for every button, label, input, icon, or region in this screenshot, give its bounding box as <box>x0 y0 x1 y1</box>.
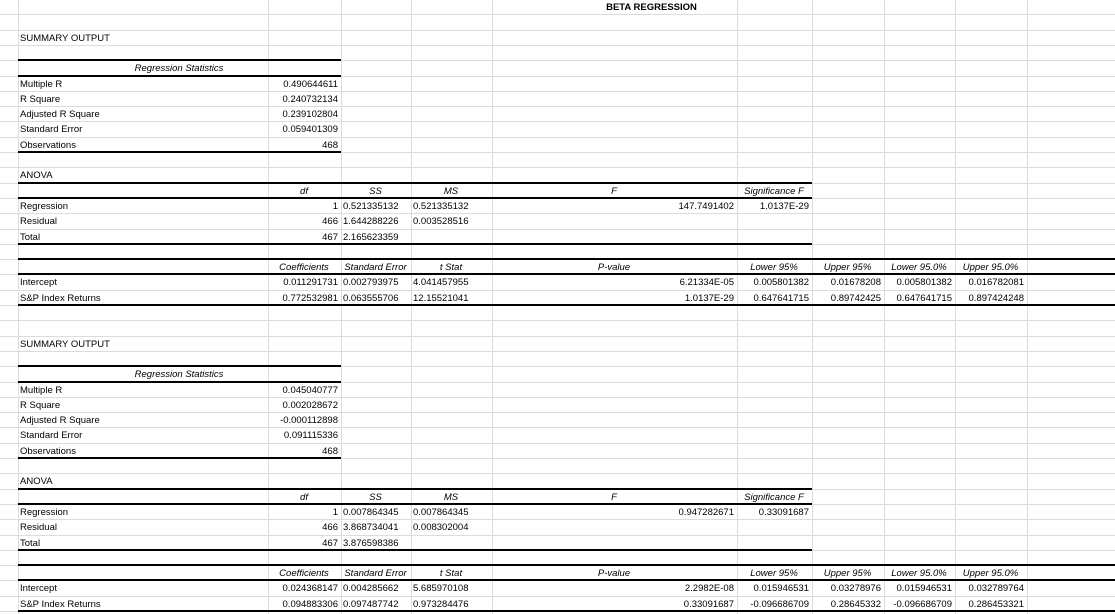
anova-value[interactable]: 0.521335132 <box>343 201 399 212</box>
anova-label[interactable]: ANOVA <box>20 476 53 487</box>
stat-value[interactable]: 0.002028672 <box>282 400 338 411</box>
stat-value[interactable]: 0.091115336 <box>283 430 338 441</box>
anova-header[interactable]: df <box>300 186 308 197</box>
anova-value[interactable]: 0.33091687 <box>758 507 809 518</box>
anova-header[interactable]: MS <box>443 492 459 503</box>
grid-column-line <box>341 0 342 614</box>
coef-header[interactable]: t Stat <box>439 568 463 579</box>
summary-output-label[interactable]: SUMMARY OUTPUT <box>20 33 110 44</box>
coef-value[interactable]: 0.063555706 <box>343 293 399 304</box>
coef-value[interactable]: 2.2982E-08 <box>684 583 734 594</box>
stat-label[interactable]: R Square <box>20 94 61 105</box>
grid-column-line <box>737 0 738 614</box>
anova-value[interactable]: 0.007864345 <box>343 507 399 518</box>
anova-value[interactable]: 147.7491402 <box>678 201 734 212</box>
coef-value[interactable]: -0.096686709 <box>893 599 952 610</box>
anova-value[interactable]: 2.165623359 <box>343 232 399 243</box>
coef-value[interactable]: 0.28645332 <box>830 599 881 610</box>
coef-header[interactable]: Lower 95% <box>750 262 798 273</box>
anova-header[interactable]: Significance F <box>744 186 804 197</box>
grid-column-line <box>18 0 19 614</box>
coef-value[interactable]: 0.032789764 <box>968 583 1024 594</box>
anova-row-label[interactable]: Residual <box>20 216 57 227</box>
coef-value[interactable]: -0.096686709 <box>750 599 809 610</box>
stat-value[interactable]: 0.045040777 <box>282 385 338 396</box>
coef-header[interactable]: Standard Error <box>344 262 407 273</box>
coef-value[interactable]: 0.005801382 <box>896 277 952 288</box>
anova-value[interactable]: 3.876598386 <box>343 538 399 549</box>
coef-bottom-border <box>18 610 1115 612</box>
anova-value[interactable]: 1 <box>332 201 338 212</box>
stats-bottom-border <box>18 151 341 153</box>
grid-column-line <box>492 0 493 614</box>
grid-column-line <box>812 0 813 614</box>
anova-value[interactable]: 1 <box>332 507 338 518</box>
stat-value[interactable]: 468 <box>322 446 338 457</box>
anova-bottom-border <box>18 243 812 245</box>
stat-value[interactable]: -0.000112898 <box>280 415 338 426</box>
coef-header[interactable]: P-value <box>597 568 631 579</box>
coef-value[interactable]: 0.89742425 <box>830 293 881 304</box>
stat-label[interactable]: Observations <box>20 446 76 457</box>
stat-label[interactable]: Standard Error <box>20 124 83 135</box>
coef-header[interactable]: Upper 95% <box>823 568 872 579</box>
anova-row-label[interactable]: Regression <box>20 201 69 212</box>
coef-value[interactable]: 0.973284476 <box>413 599 469 610</box>
coef-header[interactable]: Lower 95.0% <box>891 568 947 579</box>
coef-value[interactable]: 6.21334E-05 <box>679 277 734 288</box>
grid-column-line <box>955 0 956 614</box>
anova-value[interactable]: 466 <box>322 522 338 533</box>
grid-column-line <box>268 0 269 614</box>
coef-value[interactable]: 0.002793975 <box>343 277 399 288</box>
anova-value[interactable]: 467 <box>322 232 338 243</box>
coef-value[interactable]: 0.004285662 <box>343 583 399 594</box>
coef-value[interactable]: 0.015946531 <box>896 583 952 594</box>
summary-output-label[interactable]: SUMMARY OUTPUT <box>20 339 110 350</box>
coef-row-label[interactable]: Intercept <box>20 277 57 288</box>
coef-row-label[interactable]: S&P Index Returns <box>20 599 101 610</box>
anova-value[interactable]: 467 <box>322 538 338 549</box>
grid-column-line <box>884 0 885 614</box>
stats-bottom-border <box>18 457 341 459</box>
anova-row-label[interactable]: Total <box>20 538 41 549</box>
coef-value[interactable]: 4.041457955 <box>413 277 469 288</box>
anova-value[interactable]: 1.644288226 <box>343 216 399 227</box>
anova-header[interactable]: df <box>300 492 308 503</box>
anova-header[interactable]: MS <box>443 186 459 197</box>
stat-value[interactable]: 0.239102804 <box>282 109 338 120</box>
coef-value[interactable]: 0.33091687 <box>683 599 734 610</box>
stat-label[interactable]: Multiple R <box>20 385 63 396</box>
coef-header[interactable]: Lower 95.0% <box>891 262 947 273</box>
coef-value[interactable]: 0.01678208 <box>830 277 881 288</box>
coef-value[interactable]: 0.005801382 <box>753 277 809 288</box>
coef-header[interactable]: P-value <box>597 262 631 273</box>
anova-bottom-border <box>18 549 812 551</box>
coef-value[interactable]: 0.03278976 <box>830 583 881 594</box>
coef-value[interactable]: 0.286453321 <box>968 599 1024 610</box>
stat-value[interactable]: 468 <box>322 140 338 151</box>
anova-label[interactable]: ANOVA <box>20 170 53 181</box>
coef-bottom-border <box>18 304 1115 306</box>
anova-header[interactable]: SS <box>369 492 382 503</box>
anova-value[interactable]: 0.008302004 <box>413 522 469 533</box>
coef-value[interactable]: 0.647641715 <box>753 293 809 304</box>
anova-value[interactable] <box>739 214 809 229</box>
coef-value[interactable]: 0.647641715 <box>896 293 952 304</box>
coef-header[interactable]: Lower 95% <box>750 568 798 579</box>
coef-value[interactable]: 0.015946531 <box>753 583 809 594</box>
anova-header[interactable]: F <box>611 492 617 503</box>
coef-header[interactable]: t Stat <box>439 262 463 273</box>
stat-value[interactable]: 0.240732134 <box>282 94 338 105</box>
anova-value[interactable] <box>494 214 734 229</box>
anova-header[interactable]: F <box>611 186 617 197</box>
coef-value[interactable]: 0.097487742 <box>343 599 399 610</box>
coef-value[interactable]: 0.024368147 <box>282 583 338 594</box>
anova-value[interactable]: 3.868734041 <box>343 522 399 533</box>
anova-value[interactable] <box>494 520 734 535</box>
anova-value[interactable]: 0.947282671 <box>678 507 734 518</box>
coef-row-label[interactable]: S&P Index Returns <box>20 293 101 304</box>
sheet-title[interactable]: BETA REGRESSION <box>606 2 697 13</box>
stat-label[interactable]: Adjusted R Square <box>20 109 100 120</box>
anova-header[interactable]: Significance F <box>744 492 804 503</box>
coef-value[interactable]: 5.685970108 <box>413 583 469 594</box>
coef-header[interactable]: Coefficients <box>279 262 329 273</box>
stat-label[interactable]: Adjusted R Square <box>20 415 100 426</box>
anova-value[interactable]: 0.521335132 <box>413 201 469 212</box>
grid-column-line <box>411 0 412 614</box>
stat-label[interactable]: Observations <box>20 140 76 151</box>
coef-header[interactable]: Standard Error <box>344 568 407 579</box>
regression-statistics-header[interactable]: Regression Statistics <box>134 369 224 380</box>
anova-value[interactable] <box>739 520 809 535</box>
coef-header[interactable]: Upper 95.0% <box>962 568 1019 579</box>
coef-header[interactable]: Upper 95% <box>823 262 872 273</box>
regression-statistics-header[interactable]: Regression Statistics <box>134 63 224 74</box>
grid-row-line <box>0 320 1115 321</box>
stat-label[interactable]: Standard Error <box>20 430 83 441</box>
grid-column-line <box>1027 0 1028 614</box>
anova-header[interactable]: SS <box>369 186 382 197</box>
coef-header[interactable]: Coefficients <box>279 568 329 579</box>
coef-value[interactable]: 1.0137E-29 <box>684 293 734 304</box>
stat-value[interactable]: 0.490644611 <box>283 79 338 90</box>
coef-value[interactable]: 0.897424248 <box>968 293 1024 304</box>
anova-row-label[interactable]: Residual <box>20 522 57 533</box>
stat-label[interactable]: R Square <box>20 400 61 411</box>
coef-header[interactable]: Upper 95.0% <box>962 262 1019 273</box>
anova-value[interactable]: 466 <box>322 216 338 227</box>
stat-label[interactable]: Multiple R <box>20 79 63 90</box>
anova-row-label[interactable]: Total <box>20 232 41 243</box>
coef-value[interactable]: 0.016782081 <box>968 277 1024 288</box>
anova-value[interactable]: 1.0137E-29 <box>759 201 809 212</box>
coef-value[interactable]: 0.011291731 <box>283 277 338 288</box>
coef-value[interactable]: 12.15521041 <box>413 293 469 304</box>
coef-row-label[interactable]: Intercept <box>20 583 57 594</box>
anova-row-label[interactable]: Regression <box>20 507 69 518</box>
anova-value[interactable]: 0.007864345 <box>413 507 469 518</box>
anova-value[interactable]: 0.003528516 <box>413 216 469 227</box>
coef-value[interactable]: 0.094883306 <box>282 599 338 610</box>
stat-value[interactable]: 0.059401309 <box>282 124 338 135</box>
coef-value[interactable]: 0.772532981 <box>282 293 338 304</box>
